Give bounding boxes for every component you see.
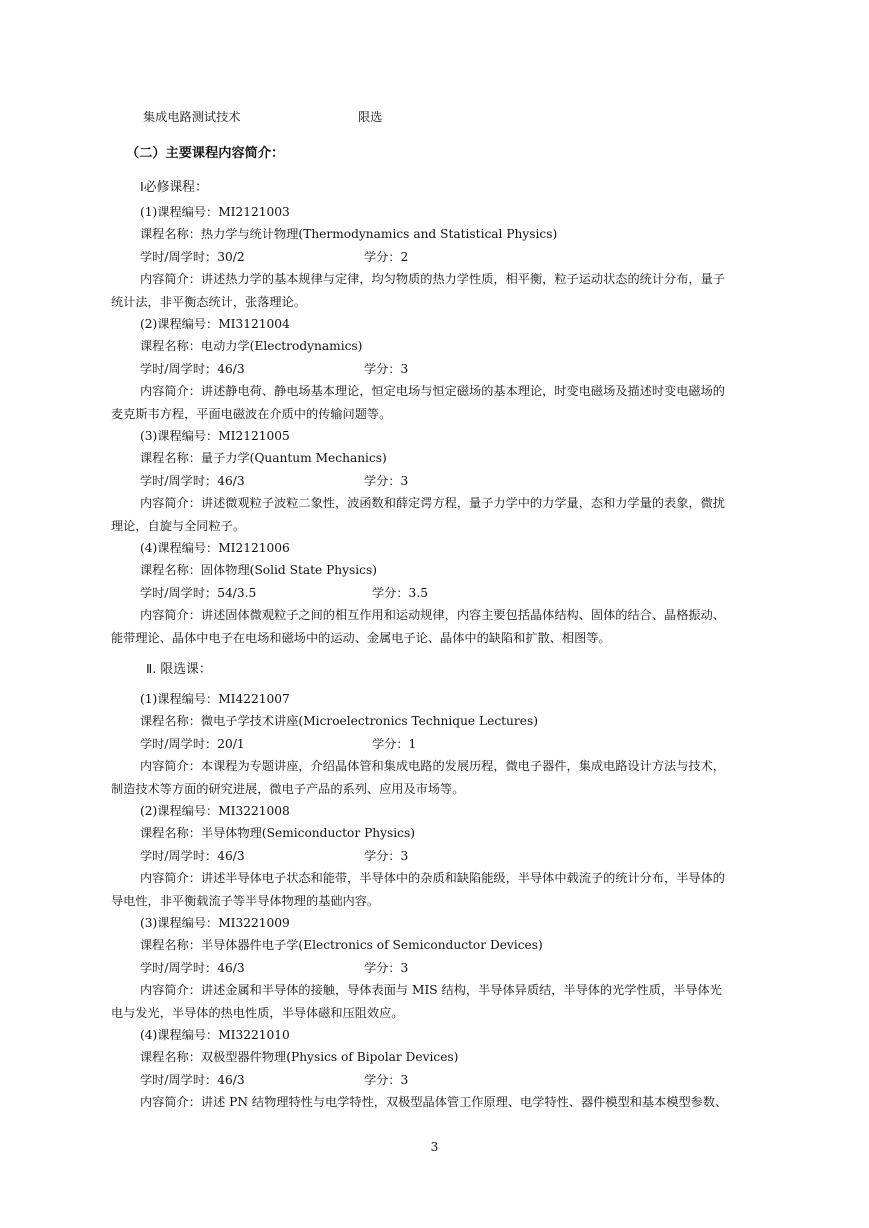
top-row-course: 集成电路测试技术 — [143, 110, 241, 124]
course-hours: 学时/周学时：20/1 — [140, 736, 245, 751]
course-desc2: 电与发光，半导体的热电性质，半导体磁和压阻效应。 — [111, 1005, 404, 1020]
course-name: 课程名称：微电子学技术讲座(Microelectronics Technique Lectures) — [140, 714, 538, 729]
course-code: (1)课程编号：MI4221007 — [140, 692, 290, 706]
course-hours: 学时/周学时：46/3 — [140, 473, 245, 488]
course-desc2: 能带理论、晶体中电子在电场和磁场中的运动、金属电子论、晶体中的缺陷和扩散、相图等。 — [111, 630, 611, 645]
course-code: (4)课程编号：MI3221010 — [140, 1028, 290, 1042]
course-hours: 学时/周学时：54/3.5 — [140, 585, 257, 600]
course-name: 课程名称：量子力学(Quantum Mechanics) — [140, 451, 387, 466]
course-name: 课程名称：半导体物理(Semiconductor Physics) — [140, 826, 415, 841]
course-code: (2)课程编号：MI3221008 — [140, 804, 290, 818]
course-desc2: 制造技术等方面的研究进展，微电子产品的系列、应用及市场等。 — [111, 781, 465, 796]
course-desc2: 统计法，非平衡态统计，张落理论。 — [111, 294, 306, 309]
course-hours: 学时/周学时：46/3 — [140, 960, 245, 975]
course-desc1: 内容简介：讲述微观粒子波粒二象性，波函数和薛定谔方程，量子力学中的力学量，态和力学量的表象，微扰 — [140, 496, 725, 511]
required-title: Ⅰ必修课程： — [140, 180, 208, 195]
course-code: (2)课程编号：MI3121004 — [140, 317, 290, 331]
course-credit: 学分：3 — [364, 361, 409, 376]
course-desc1: 内容简介：讲述半导体电子状态和能带，半导体中的杂质和缺陷能级，半导体中载流子的统计分布，半导体的 — [140, 871, 725, 886]
course-hours: 学时/周学时：46/3 — [140, 848, 245, 863]
course-credit: 学分：3 — [364, 473, 409, 488]
course-code: (4)课程编号：MI2121006 — [140, 541, 290, 555]
course-name: 课程名称：热力学与统计物理(Thermodynamics and Statistical Physics) — [140, 227, 558, 242]
course-hours: 学时/周学时：46/3 — [140, 361, 245, 376]
page-number: 3 — [430, 1140, 439, 1154]
course-credit: 学分：1 — [372, 736, 417, 751]
course-desc1: 内容简介：讲述静电荷、静电场基本理论，恒定电场与恒定磁场的基本理论，时变电磁场及描述时变电磁场的 — [140, 384, 725, 399]
course-desc1: 内容简介：讲述固体微观粒子之间的相互作用和运动规律，内容主要包括晶体结构、固体的结合、晶格振动、 — [140, 608, 725, 623]
course-desc1: 内容简介：本课程为专题讲座，介绍晶体管和集成电路的发展历程，微电子器件，集成电路设计方法与技术， — [140, 759, 725, 774]
course-hours: 学时/周学时：30/2 — [140, 249, 245, 264]
course-desc1: 内容简介：讲述热力学的基本规律与定律，均匀物质的热力学性质，相平衡，粒子运动状态的统计分布，量子 — [140, 272, 725, 287]
elective-title: Ⅱ. 限选课： — [146, 662, 212, 677]
course-name: 课程名称：半导体器件电子学(Electronics of Semiconductor Devices) — [140, 938, 543, 953]
course-desc2: 理论，自旋与全同粒子。 — [111, 518, 246, 533]
course-name: 课程名称：双极型器件物理(Physics of Bipolar Devices) — [140, 1050, 459, 1065]
course-credit: 学分：2 — [364, 249, 409, 264]
course-hours: 学时/周学时：46/3 — [140, 1072, 245, 1087]
section-title: （二）主要课程内容简介： — [126, 146, 285, 161]
course-code: (3)课程编号：MI3221009 — [140, 916, 290, 930]
top-row-type: 限选 — [358, 110, 383, 124]
course-desc1: 内容简介：讲述金属和半导体的接触，导体表面与 MIS 结构，半导体异质结，半导体的光学性质，半导体光 — [140, 983, 722, 998]
course-credit: 学分：3 — [364, 848, 409, 863]
course-credit: 学分：3 — [364, 960, 409, 975]
course-credit: 学分：3 — [364, 1072, 409, 1087]
course-code: (3)课程编号：MI2121005 — [140, 429, 290, 443]
course-desc2: 导电性，非平衡载流子等半导体物理的基础内容。 — [111, 893, 380, 908]
course-code: (1)课程编号：MI2121003 — [140, 205, 290, 219]
course-name: 课程名称：电动力学(Electrodynamics) — [140, 339, 363, 354]
course-desc2: 麦克斯韦方程，平面电磁波在介质中的传输问题等。 — [111, 406, 392, 421]
course-desc1: 内容简介：讲述 PN 结物理特性与电学特性，双极型晶体管工作原理、电学特性、器件模型和基本模型参数、 — [140, 1095, 728, 1110]
course-credit: 学分：3.5 — [372, 585, 428, 600]
course-name: 课程名称：固体物理(Solid State Physics) — [140, 563, 378, 578]
